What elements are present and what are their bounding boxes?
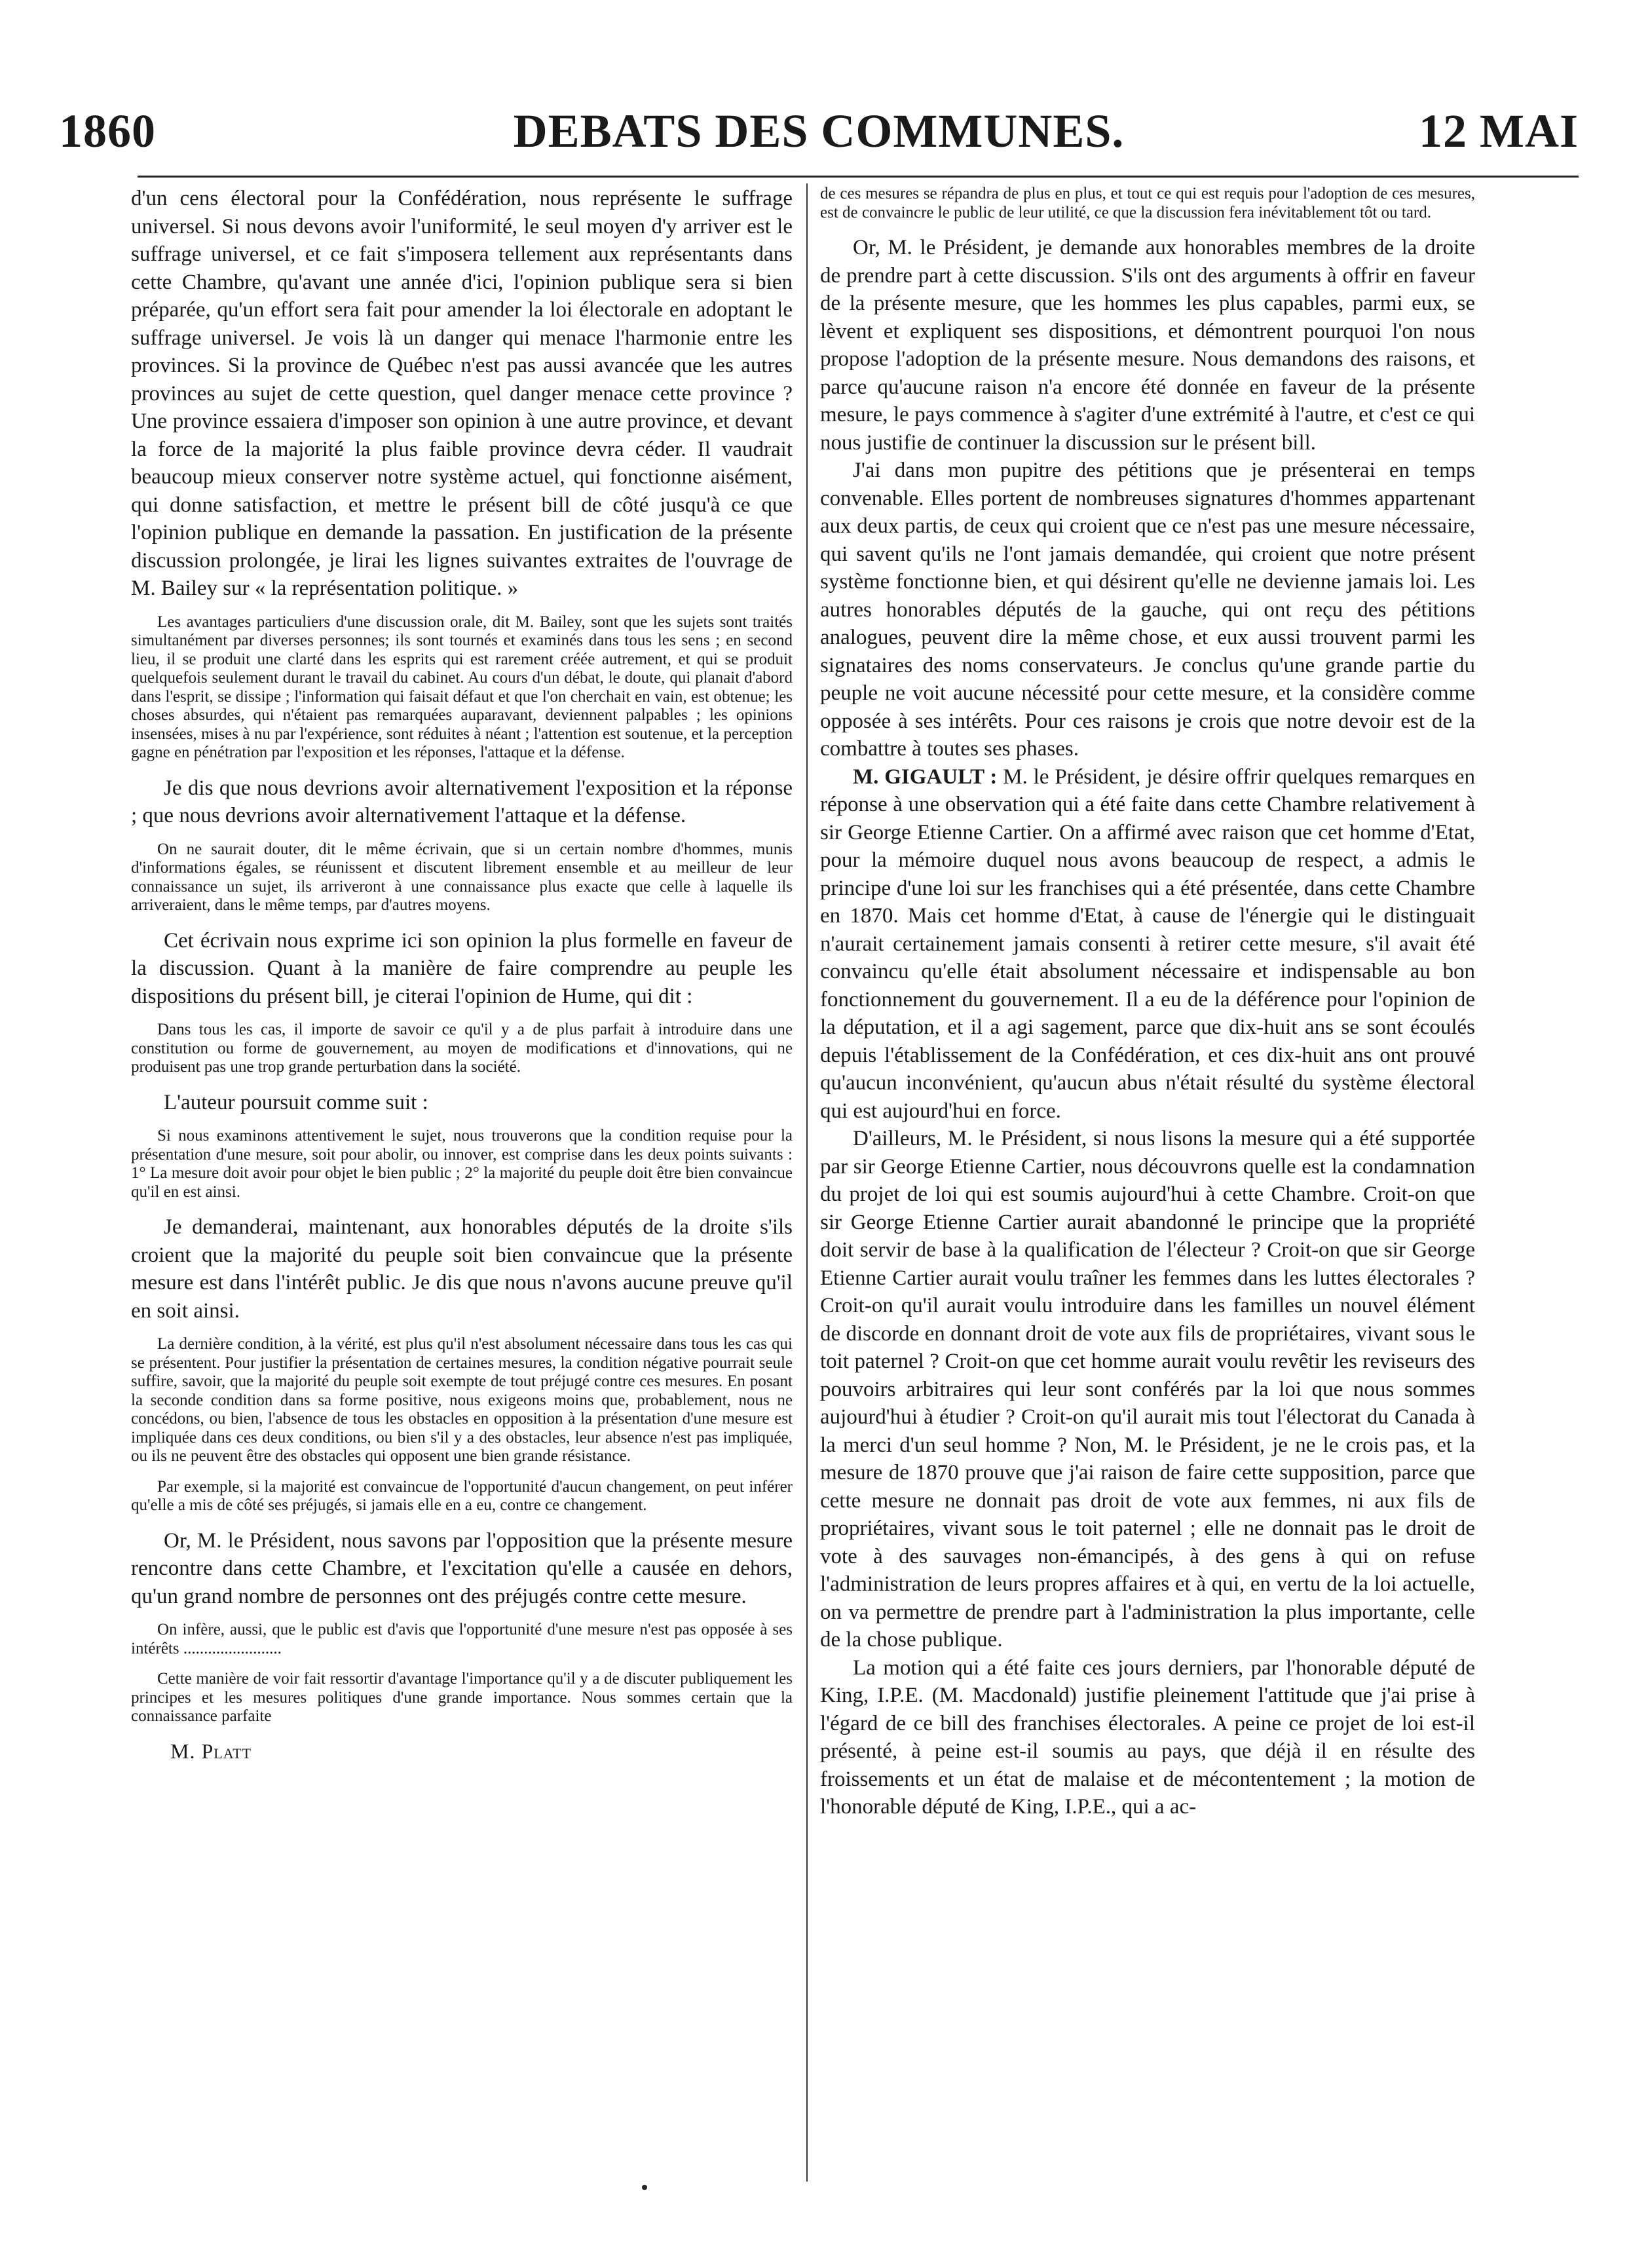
- left-column: [131, 185, 793, 2229]
- print-mark: [642, 2185, 647, 2190]
- right-column: [820, 185, 1475, 2183]
- paragraph: Je dis que nous devrions avoir alternativement l'exposition et la réponse ; que nous devrions avoir alternativement l'attaque et la défense.: [131, 776, 793, 827]
- paragraph: Or, M. le Président, je demande aux honorables membres de la droite de prendre part à cette discussion. S'ils ont des arguments à offrir en faveur de la présente mesure, que les hommes les plus capables, parmi eux, se lèvent et expliquent ses dispositions, et démontrent pourquoi l'on nous propose l'adoption de la présente mesure. Nous demandons des raisons, et parce qu'aucune raison n'a encore été donnée en faveur de la présente mesure, le pays commence à s'agiter d'une extrémité à l'autre, et c'est ce qui nous justifie de continuer la discussion sur le présent bill.: [820, 236, 1475, 455]
- page-number: 1860: [59, 105, 156, 157]
- speech-text: M. le Président, je désire offrir quelques remarques en réponse à une observation qui a été faite dans cette Chambre relativement à sir George Etienne Cartier. On a affirmé avec raison que cet homme d'Etat, pour la mémoire duquel nous avons beaucoup de respect, a admis le principe d'une loi sur les franchises qui a été présentée, dans cette Chambre en 1870. Mais cet homme d'Etat, à cause de l'énergie qui le distinguait n'aurait certainement jamais consenti à retirer cette mesure, s'il avait été convaincu qu'elle était absolument nécessaire et indispensable au bon fonctionnement du gouvernement. Il a eu de la déférence pour l'opinion de la députation, et il a agi sagement, parce que dix-huit ans se sont écoulés depuis l'établissement de la Confédération, et ces dix-huit ans ont prouvé qu'aucun inconvénient, qu'aucun abus n'était résulté du système électoral qui est aujourd'hui en force.: [820, 765, 1475, 1123]
- paragraph: J'ai dans mon pupitre des pétitions que je présenterai en temps convenable. Elles portent de nombreuses signatures d'hommes appartenant aux deux partis, de ceux qui croient que ce n'est pas une mesure nécessaire, qui savent qu'ils ne l'ont jamais demandée, qui croient que notre présent système fonctionne bien, et qui désirent qu'elle ne devienne jamais loi. Les autres honorables députés de la gauche, qui ont reçu des pétitions analogues, peuvent dire la même chose, et eux aussi trouvent parmi les signataires des noms conservateurs. Je conclus qu'une grande partie du peuple ne voit aucune nécessité pour cette mesure, et la considère comme opposée à ses intérêts. Pour ces raisons je crois que notre devoir est de la combattre à toutes ses phases.: [820, 459, 1475, 761]
- paragraph: L'auteur poursuit comme suit :: [164, 1090, 428, 1114]
- quotation: On ne saurait douter, dit le même écrivain, que si un certain nombre d'hommes, munis d'informations égales, se réunissent et discutent librement ensemble et au meilleur de leur connaissance un sujet, ils arriveront à une connaissance plus exacte que celle à laquelle ils arriveraient, dans le même temps, par d'autres moyens.: [131, 840, 793, 914]
- quotation: de ces mesures se répandra de plus en plus, et tout ce qui est requis pour l'adoption de ces mesures, est de convaincre le public de leur utilité, ce que la discussion fera inévitablement tôt ou tard.: [820, 185, 1475, 221]
- paragraph: D'ailleurs, M. le Président, si nous lisons la mesure qui a été supportée par sir George Etienne Cartier, nous découvrons quelle est la condamnation du projet de loi qui est soumis aujourd'hui à cette Chambre. Croit-on que sir George Etienne Cartier aurait abandonné le principe que la propriété doit servir de base à la qualification de l'électeur ? Croit-on que sir George Etienne Cartier aurait voulu traîner les femmes dans les luttes électorales ? Croit-on qu'il aurait voulu introduire dans les familles un nouvel élément de discorde en donnant droit de vote aux fils de propriétaires, vivant sous le toit paternel ? Croit-on que cet homme aurait voulu revêtir les reviseurs des pouvoirs arbitraires qui leur sont conférés par la loi que nous sommes aujourd'hui à étudier ? Croit-on qu'il aurait mis tout l'électorat du Canada à la merci d'un seul homme ? Non, M. le Président, je ne le crois pas, et la mesure de 1870 prouve que j'ai raison de faire cette supposition, parce que cette mesure ne donnait pas droit de vote aux femmes, ni aux fils de propriétaires, vivant sous le toit paternel ; elle ne donnait pas le droit de vote à des sauvages non-émancipés, à des gens à qui on refuse l'administration de leurs propres affaires et à qui, en vertu de la loi actuelle, on va permettre de prendre part à l'administration la plus importante, celle de la chose publique.: [820, 1127, 1475, 1652]
- quotation: Cette manière de voir fait ressortir d'avantage l'importance qu'il y a de discuter publiquement les principes et les mesures politiques d'une grande importance. Nous sommes certain que la connaissance parfaite: [131, 1670, 793, 1725]
- paragraph: La motion qui a été faite ces jours derniers, par l'honorable député de King, I.P.E. (M. Macdonald) justifie pleinement l'attitude que j'ai prise à l'égard de ce bill des franchises électorales. A peine ce projet de loi est-il présenté, à peine est-il soumis au pays, que déjà il en résulte des froissements et un état de malaise et de mécontentement ; la motion de l'honorable député de King, I.P.E., qui a ac-: [820, 1655, 1475, 1819]
- speaker-name: M. GIGAULT :: [853, 765, 998, 789]
- paragraph: Or, M. le Président, nous savons par l'opposition que la présente mesure rencontre dans cette Chambre, et l'excitation qu'elle a causée en dehors, qu'un grand nombre de personnes ont des préjugés contre cette mesure.: [131, 1528, 793, 1608]
- header-rule: [138, 176, 1579, 178]
- page-date: 12 MAI: [1419, 105, 1579, 157]
- paragraph: Je demanderai, maintenant, aux honorables députés de la droite s'ils croient que la majorité du peuple soit bien convaincue que la présente mesure est dans l'intérêt public. Je dis que nous n'avons aucune preuve qu'il en soit ainsi.: [131, 1215, 793, 1323]
- quotation: On infère, aussi, que le public est d'avis que l'opportunité d'une mesure n'est pas opposée à ses intérêts ........................: [131, 1621, 793, 1657]
- column-rule: [806, 183, 808, 2182]
- quotation: Dans tous les cas, il importe de savoir ce qu'il y a de plus parfait à introduire dans une constitution ou forme de gouvernement, au moyen de modifications et d'innovations, qui ne produisent pas une trop grande perturbation dans la société.: [131, 1021, 793, 1076]
- quotation: Si nous examinons attentivement le sujet, nous trouverons que la condition requise pour la présentation d'une mesure, soit pour abolir, ou innover, est comprise dans les deux points suivants : 1° La mesure doit avoir pour objet le bien public ; 2° la majorité du peuple doit être bien convaincue qu'il en est ainsi.: [131, 1127, 793, 1201]
- running-title: DEBATS DES COMMUNES.: [513, 105, 1125, 157]
- quotation: Par exemple, si la majorité est convaincue de l'opportunité d'aucun changement, on peut inférer qu'elle a mis de côté ses préjugés, si jamais elle en a eu, contre ce changement.: [131, 1477, 793, 1514]
- speech-paragraph: [820, 763, 1475, 1125]
- page-header: [59, 98, 1579, 170]
- speaker-signature: M. Platt: [170, 1739, 252, 1763]
- paragraph: Cet écrivain nous exprime ici son opinion la plus formelle en faveur de la discussion. Quant à la manière de faire comprendre au peuple les dispositions du présent bill, je citerai l'opinion de Hume, qui dit :: [131, 928, 793, 1008]
- quotation: Les avantages particuliers d'une discussion orale, dit M. Bailey, sont que les sujets sont traités simultanément par diverses personnes; ils sont tournés et examinés dans tous les sens ; en second lieu, il se produit une clarté dans les esprits qui est rarement créée autrement, et qui se produit quelquefois seulement durant le travail du cabinet. Au cours d'un débat, le doute, qui planait d'abord dans l'esprit, se dissipe ; l'information qui faisait défaut et que l'on cherchait en vain, est obtenue; les choses absurdes, qui n'étaient pas remarquées auparavant, deviennent palpables ; les opinions insensées, mises à nu par l'expérience, sont réduites à néant ; l'attention est soutenue, et la perception gagne en pénétration par l'exposition et les réponses, l'attaque et la défense.: [131, 613, 793, 761]
- paragraph: d'un cens électoral pour la Confédération, nous représente le suffrage universel. Si nous devons avoir l'uniformité, le seul moyen d'y arriver est le suffrage universel, et ce fait s'imposera tellement aux représentants dans cette Chambre, qu'avant une année d'ici, l'opinion publique sera si bien préparée, qu'un effort sera fait pour amender la loi électorale en adoptant le suffrage universel. Je vois là un danger qui menace l'harmonie entre les provinces. Si la province de Québec n'est pas aussi avancée que les autres provinces au sujet de cette question, quel danger menace cette province ? Une province essaiera d'imposer son opinion à une autre province, et devant la force de la majorité la plus faible province devra céder. Il vaudrait beaucoup mieux conserver notre système actuel, qui fonctionne aisément, qui donne satisfaction, et mettre le présent bill de côté jusqu'à ce que l'opinion publique en demande la passation. En justification de la présente discussion prolongée, je lirai les lignes suivantes extraites de l'ouvrage de M. Bailey sur « la représentation politique. »: [131, 187, 793, 600]
- quotation: La dernière condition, à la vérité, est plus qu'il n'est absolument nécessaire dans tous les cas qui se présentent. Pour justifier la présentation de certaines mesures, la condition négative pourrait seule suffire, savoir, que la majorité du peuple soit exempte de tout préjugé contre ces mesures. En posant la seconde condition dans sa forme positive, nous exigeons moins que, probablement, nous ne concédons, ou bien, l'absence de tous les obstacles en opposition à la présentation d'une mesure est impliquée dans ces deux conditions, ou bien s'il y a des obstacles, leur absence n'est pas impliquée, ou ils ne peuvent être des obstacles qui opposent une bien grande résistance.: [131, 1335, 793, 1465]
